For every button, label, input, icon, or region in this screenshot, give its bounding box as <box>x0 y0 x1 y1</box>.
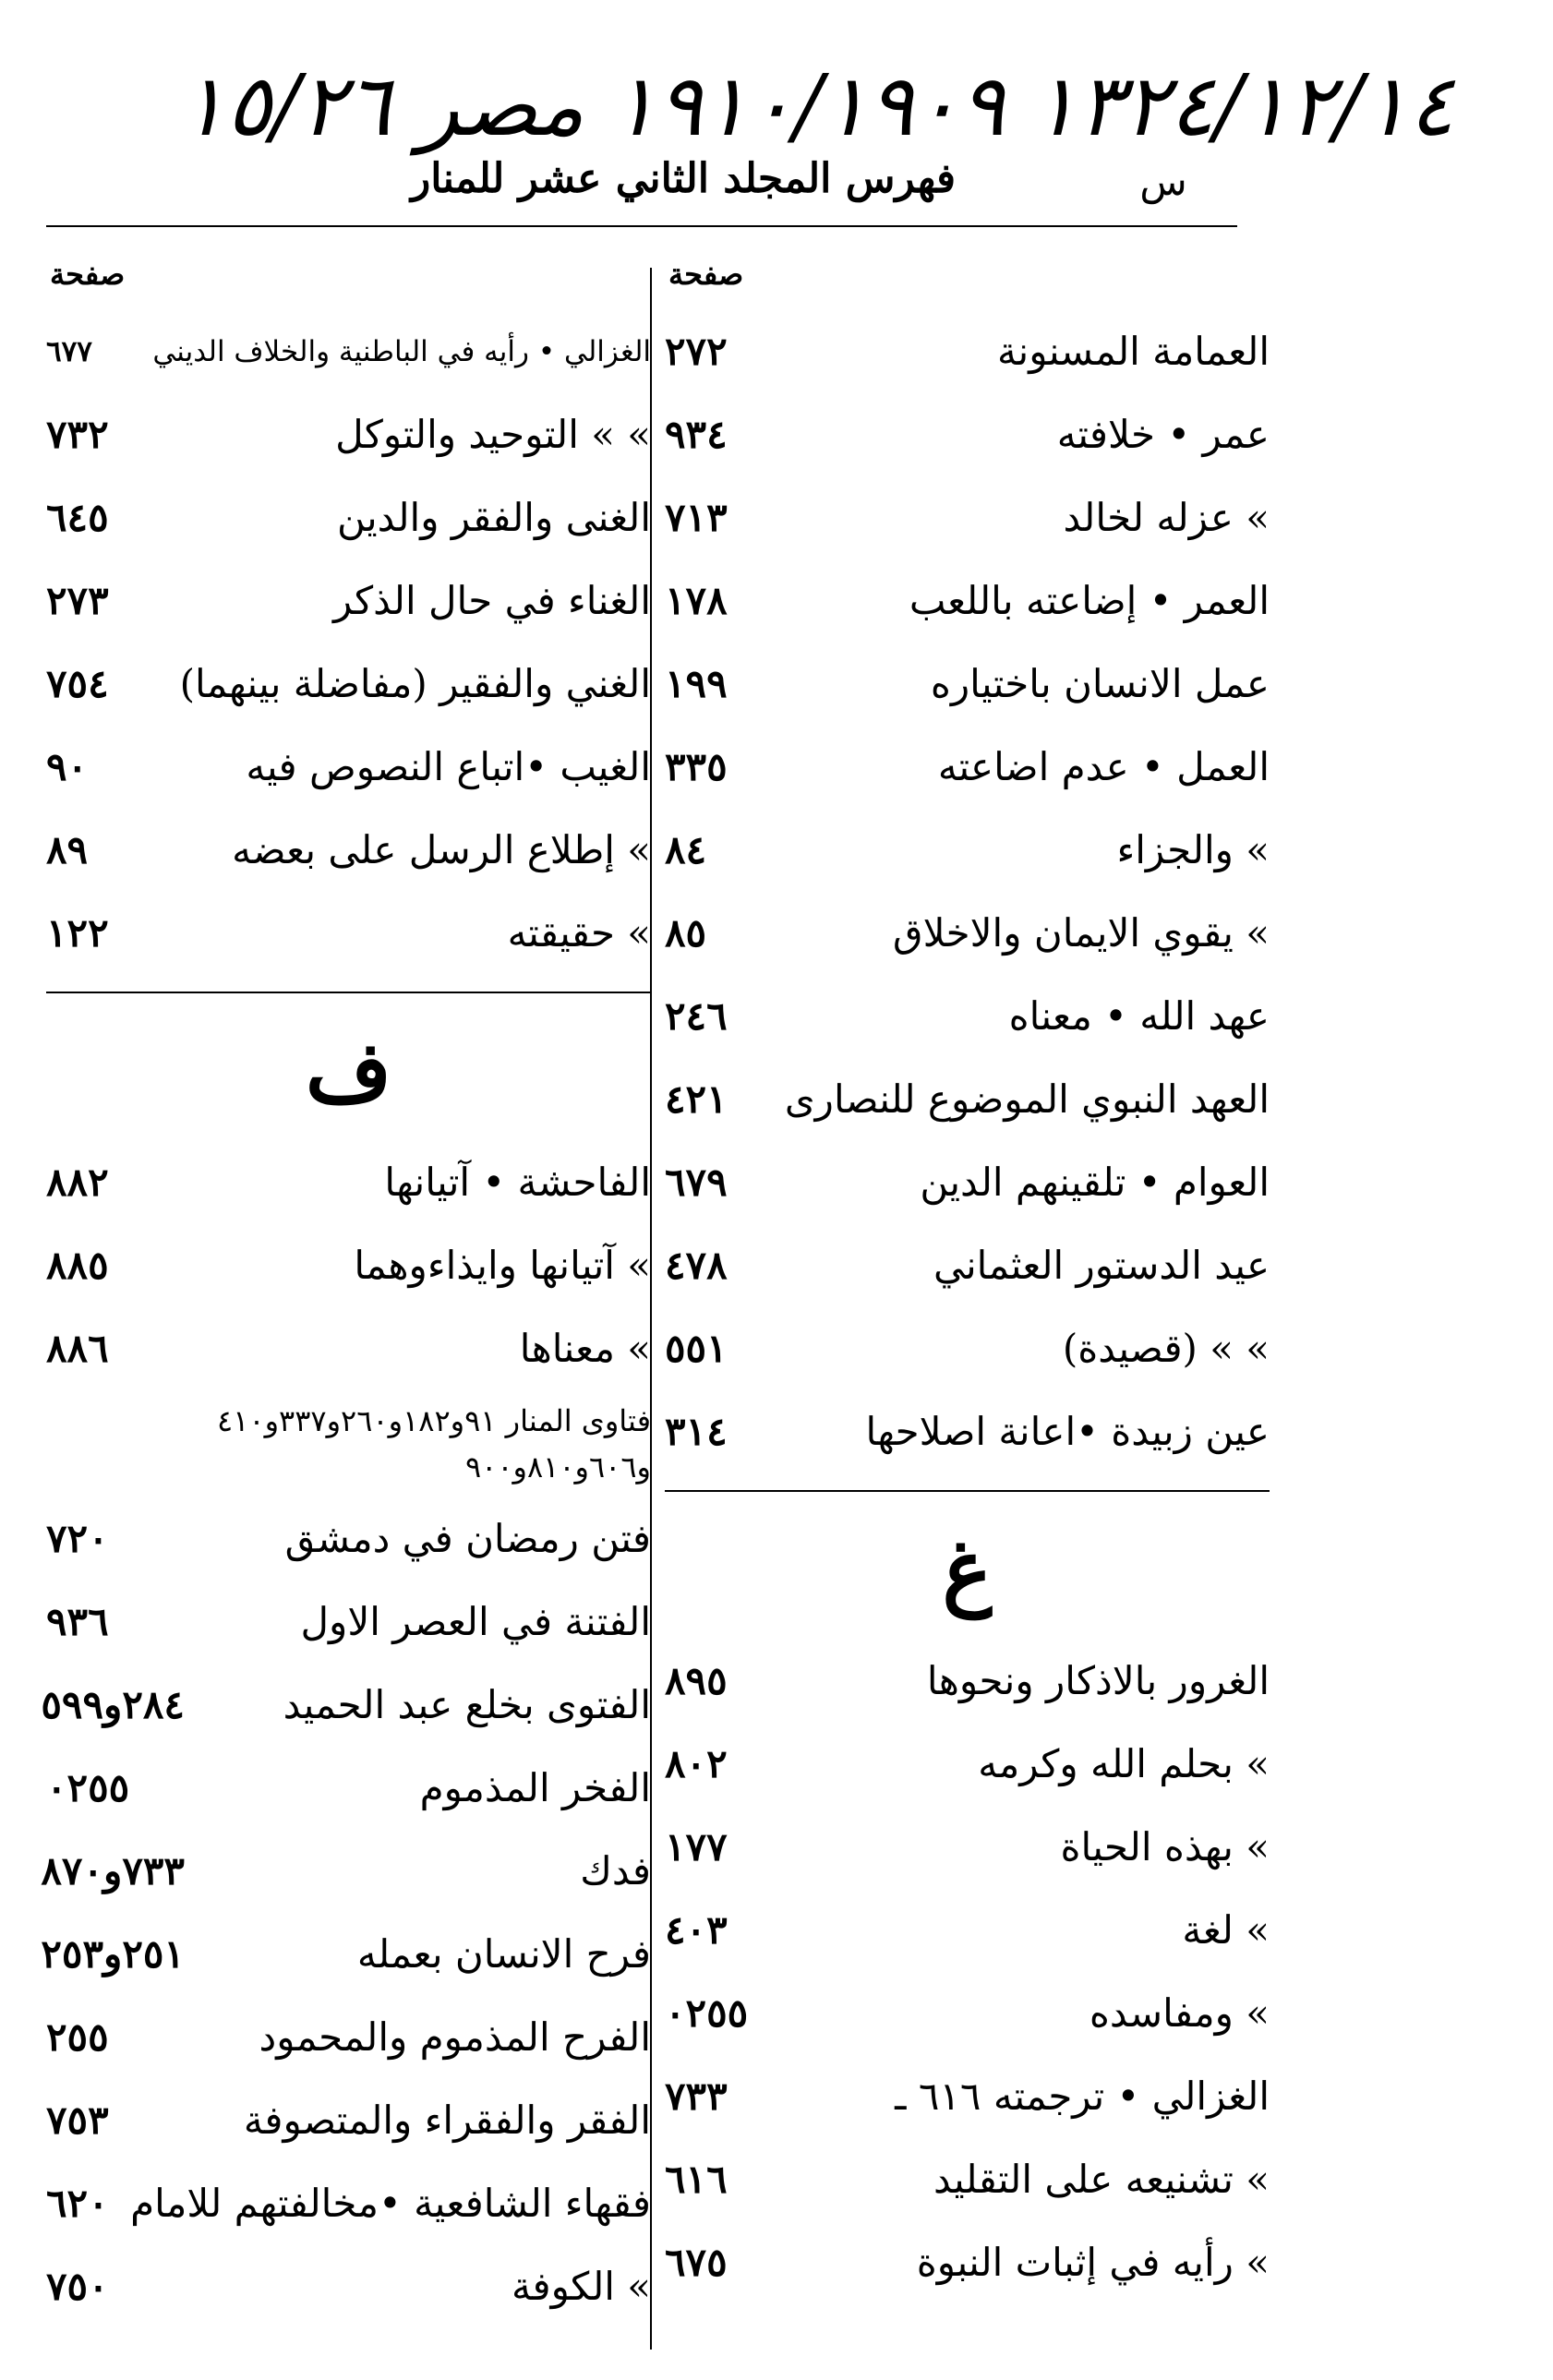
index-entry <box>665 476 1270 559</box>
index-entry <box>665 1640 1270 1723</box>
entry-page-number: ٦٧٩ <box>665 1160 728 1205</box>
index-entry <box>665 892 1270 975</box>
entry-page-number: ٣١٤ <box>665 1409 728 1454</box>
index-entry <box>46 1307 651 1390</box>
index-entry <box>665 1972 1270 2055</box>
entry-page-number: ١٢٢ <box>46 910 109 956</box>
entry-page-number: ٨٩٥ <box>665 1658 728 1703</box>
entry-page-number: ٦٧٧ <box>46 335 92 368</box>
entry-text: العهد النبوي الموضوع للنصارى <box>784 1076 1270 1122</box>
entry-page-number: ٧٥٣ <box>46 2098 109 2143</box>
page-title: فهرس المجلد الثاني عشر للمنار <box>410 155 957 202</box>
entry-text: فدك <box>580 1848 651 1893</box>
entry-page-number: ١٩٩ <box>665 661 728 706</box>
fatawa-entry <box>46 1390 651 1497</box>
entry-page-number: ٦٢٠ <box>46 2181 109 2226</box>
entry-text: عمل الانسان باختياره <box>930 661 1270 706</box>
right-entries-a <box>665 310 1270 1473</box>
page-column-label: صفحة <box>668 257 744 292</box>
entry-page-number: ٥٥١ <box>665 1326 728 1371</box>
index-entry <box>46 476 651 559</box>
entry-text: الغني والفقير (مفاضلة بينهما) <box>179 661 651 706</box>
entry-text: » » التوحيد والتوكل <box>335 412 651 457</box>
entry-text: عيد الدستور العثماني <box>933 1243 1270 1288</box>
entry-text: » حقيقته <box>507 910 651 956</box>
left-entries-a <box>46 310 651 975</box>
index-entry <box>46 1581 651 1664</box>
index-entry <box>41 1830 651 1913</box>
entry-page-number: ٧٣٢ <box>46 412 109 457</box>
index-entry <box>665 1224 1270 1307</box>
index-entry <box>46 310 651 393</box>
entry-text: » لغة <box>1182 1907 1270 1953</box>
entry-text: » معناها <box>519 1326 651 1371</box>
index-entry <box>46 2079 651 2162</box>
entry-page-number: ١٧٧ <box>665 1824 728 1869</box>
entry-page-number: ٨٥ <box>665 910 707 956</box>
index-entry <box>46 809 651 892</box>
entry-page-number: ٨٠٢ <box>665 1741 728 1786</box>
entry-text: » عزله لخالد <box>1063 495 1270 540</box>
entry-text: » رأيه في إثبات النبوة <box>916 2240 1270 2285</box>
index-entry <box>665 393 1270 476</box>
entry-page-number: ٦١٦ <box>665 2157 728 2202</box>
entry-text: الفتوى بخلع عبد الحميد <box>283 1682 651 1727</box>
entry-page-number: ٤٢١ <box>665 1076 728 1122</box>
index-entry <box>46 1224 651 1307</box>
entry-text: الفخر المذموم <box>419 1765 651 1810</box>
entry-page-number: ٢٥١و٢٥٣ <box>41 1931 185 1977</box>
section-letter-fa: ف <box>305 1023 392 1121</box>
entry-text: فقهاء الشافعية •مخالفتهم للامام <box>130 2181 651 2226</box>
index-entry <box>46 643 651 726</box>
index-entry <box>46 2162 651 2245</box>
entry-page-number: ٧٥٠ <box>46 2264 109 2309</box>
entry-page-number: ٢٥٥ <box>46 2014 109 2060</box>
entry-text: الغنى والفقر والدين <box>337 495 651 540</box>
page-column-label: صفحة <box>50 257 126 292</box>
entry-text: العمل • عدم اضاعته <box>937 744 1270 789</box>
entry-text: العوام • تلقينهم الدين <box>920 1160 1270 1205</box>
entry-page-number: ٨٤ <box>665 827 707 872</box>
entry-page-number: ٩٣٦ <box>46 1599 109 1644</box>
entry-text: » ومفاسده <box>1089 1990 1270 2036</box>
entry-text: » إطلاع الرسل على بعضه <box>232 827 651 872</box>
entry-text: الغزالي • ترجمته ٦١٦ ـ <box>895 2073 1270 2119</box>
index-entry <box>41 1913 651 1996</box>
index-entry <box>41 1664 651 1747</box>
index-entry <box>46 1747 651 1830</box>
entry-text: فرح الانسان بعمله <box>356 1931 651 1977</box>
entry-page-number: ١٧٨ <box>665 578 728 623</box>
index-entry <box>665 1141 1270 1224</box>
entry-page-number: ٧٥٤ <box>46 661 109 706</box>
right-column <box>665 257 1270 2304</box>
index-entry <box>665 1806 1270 1889</box>
entry-page-number: ٧٣٣ <box>665 2073 728 2119</box>
index-entry <box>665 975 1270 1058</box>
entry-text: فتن رمضان في دمشق <box>284 1516 651 1561</box>
index-entry <box>665 2055 1270 2138</box>
entry-page-number: ٢٧٣ <box>46 578 109 623</box>
entry-page-number: ٣٣٥ <box>665 744 728 789</box>
entry-text: الغزالي • رأيه في الباطنية والخلاف الديني <box>152 335 651 368</box>
index-entry <box>665 809 1270 892</box>
entry-page-number: ٢٧٢ <box>665 329 728 374</box>
index-entry <box>665 643 1270 726</box>
entry-page-number: ٦٧٥ <box>665 2240 728 2285</box>
index-entry <box>665 2138 1270 2221</box>
entry-page-number: ٨٨٥ <box>46 1243 109 1288</box>
entry-text: الغيب •اتباع النصوص فيه <box>246 744 651 789</box>
left-column <box>41 257 651 2328</box>
entry-page-number: ٢٤٦ <box>665 993 728 1039</box>
entry-text: » بهذه الحياة <box>1060 1824 1270 1869</box>
fatawa-line-2: و٦٠٦و٨١٠و٩٠٠ <box>464 1449 651 1484</box>
entry-text: الغرور بالاذكار ونحوها <box>926 1658 1270 1703</box>
entry-page-number: ٨٨٢ <box>46 1160 109 1205</box>
entry-page-number: ٠٢٥٥ <box>665 1990 749 2036</box>
header-rule <box>46 225 1237 227</box>
entry-text: » والجزاء <box>1116 827 1270 872</box>
entry-text: عين زبيدة •اعانة اصلاحها <box>865 1409 1270 1454</box>
index-entry <box>46 892 651 975</box>
entry-text: الغناء في حال الذكر <box>332 578 651 623</box>
index-entry <box>46 559 651 643</box>
entry-page-number: ٨٨٦ <box>46 1326 109 1371</box>
entry-text: عمر • خلافته <box>1056 412 1270 457</box>
left-entries-c <box>41 1497 651 2328</box>
index-entry <box>665 1723 1270 1806</box>
handwritten-note: ١٣٢٤/١٢/١٤ ١٩١٠/١٩٠٩ مصر ١٥/٢٦ <box>180 56 1454 155</box>
entry-text: الفتنة في العصر الاول <box>300 1599 651 1644</box>
index-entry <box>665 559 1270 643</box>
section-rule <box>665 1490 1270 1492</box>
index-entry <box>46 2245 651 2328</box>
entry-text: » » (قصيدة) <box>1062 1326 1270 1371</box>
index-entry <box>46 1996 651 2079</box>
index-entry <box>665 1307 1270 1390</box>
entry-text: » تشنيعه على التقليد <box>933 2157 1270 2202</box>
section-letter-ghain: غ <box>942 1521 993 1619</box>
entry-text: الفقر والفقراء والمتصوفة <box>243 2098 651 2143</box>
entry-page-number: ٩٠ <box>46 744 89 789</box>
entry-page-number: ٢٨٤و٥٩٩ <box>41 1682 185 1727</box>
entry-page-number: ٨٩ <box>46 827 89 872</box>
index-entry <box>665 1390 1270 1473</box>
entry-page-number: ٧٢٠ <box>46 1516 109 1561</box>
entry-page-number: ٠٢٥٥ <box>46 1765 130 1810</box>
entry-text: » يقوي الايمان والاخلاق <box>892 910 1270 956</box>
index-entry <box>46 1141 651 1224</box>
entry-text: الفاحشة • آتيانها <box>384 1160 651 1205</box>
entry-page-number: ٦٤٥ <box>46 495 109 540</box>
entry-text: العمر • إضاعته باللعب <box>909 578 1270 623</box>
entry-page-number: ٤٠٣ <box>665 1907 728 1953</box>
index-entry <box>46 1497 651 1581</box>
entry-text: عهد الله • معناه <box>1008 993 1270 1039</box>
page-letter: س <box>1139 159 1187 204</box>
entry-page-number: ٧٣٣و٨٧٠ <box>41 1848 185 1893</box>
index-entry <box>665 1058 1270 1141</box>
right-entries-b <box>665 1640 1270 2304</box>
index-entry <box>46 726 651 809</box>
index-entry <box>665 310 1270 393</box>
fatawa-line-1: فتاوى المنار ٩١و١٨٢و٢٦٠و٣٣٧و٤١٠ <box>217 1403 651 1438</box>
index-entry <box>665 2221 1270 2304</box>
section-rule <box>46 992 651 993</box>
left-entries-b <box>46 1141 651 1390</box>
entry-page-number: ٩٣٤ <box>665 412 728 457</box>
entry-text: » آتيانها وايذاءوهما <box>354 1243 651 1288</box>
index-entry <box>46 393 651 476</box>
entry-text: » الكوفة <box>512 2264 651 2309</box>
index-entry <box>665 1889 1270 1972</box>
index-entry <box>665 726 1270 809</box>
entry-text: العمامة المسنونة <box>997 329 1270 374</box>
entry-text: » بحلم الله وكرمه <box>978 1741 1270 1786</box>
entry-page-number: ٧١٣ <box>665 495 728 540</box>
entry-text: الفرح المذموم والمحمود <box>259 2014 651 2060</box>
entry-page-number: ٤٧٨ <box>665 1243 728 1288</box>
